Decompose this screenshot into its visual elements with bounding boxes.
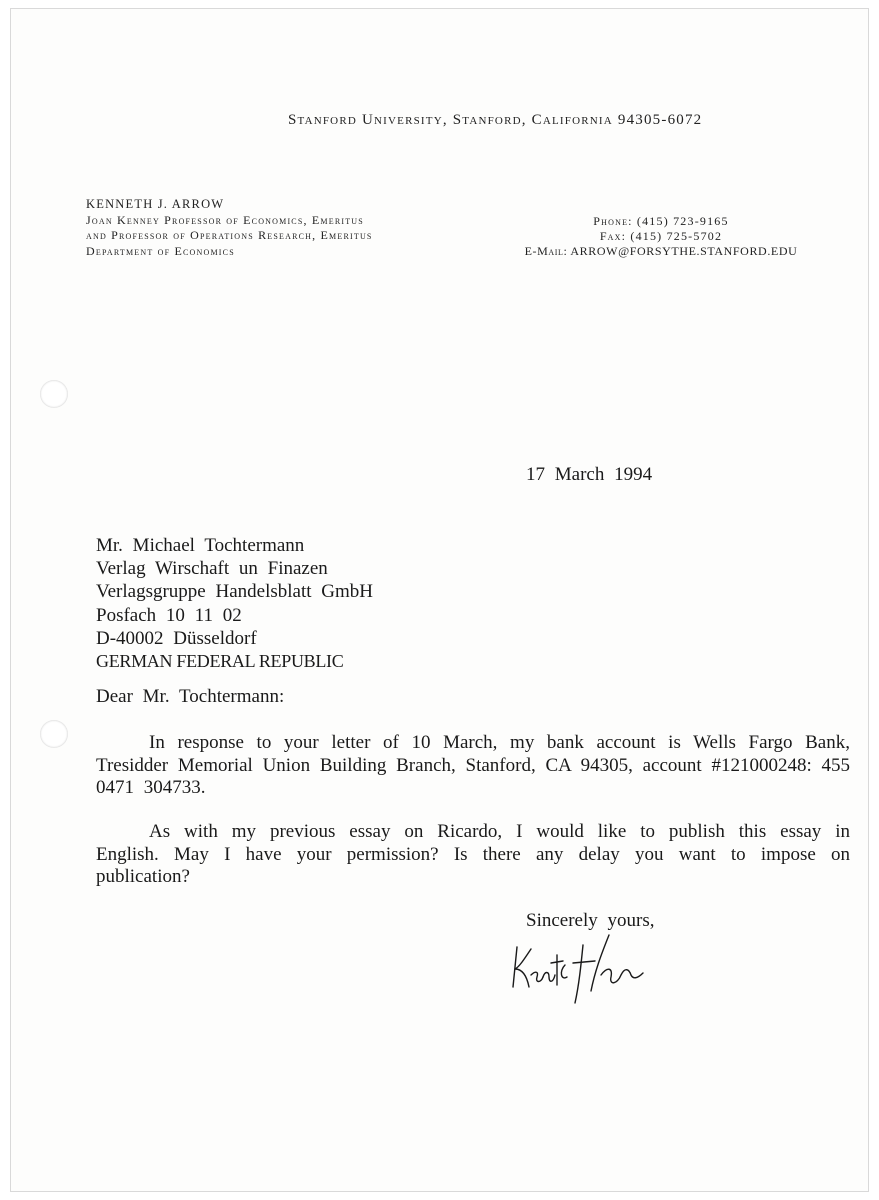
recipient-line: Mr. Michael Tochtermann xyxy=(96,535,305,556)
recipient-line: Posfach 10 11 02 xyxy=(96,604,242,626)
handwritten-signature xyxy=(505,905,665,1005)
letterhead-title-1: Joan Kenney Professor of Economics, Emeritus xyxy=(86,212,364,227)
body-paragraph: In response to your letter of 10 March, my bank account is Wells Fargo Bank, Tresidder Memorial Union Building Branch, Stanford, CA 94305, account #121000248: 455 0471 304733. xyxy=(96,732,850,798)
letterhead-phone: Phone: (415) 723-9165 xyxy=(593,214,729,228)
punch-hole-top xyxy=(40,380,68,408)
letterhead-department: Department of Economics xyxy=(86,243,235,258)
letterhead-name-block xyxy=(86,197,373,259)
salutation: Dear Mr. Tochtermann: xyxy=(96,686,285,707)
closing: Sincerely yours, xyxy=(526,910,655,931)
recipient-line: Verlag Wirschaft un Finazen xyxy=(96,558,328,580)
recipient-line: D-40002 Düsseldorf xyxy=(96,627,257,649)
recipient-line: Verlagsgruppe Handelsblatt GmbH xyxy=(96,581,373,603)
letter-date: 17 March 1994 xyxy=(526,464,653,485)
recipient-address xyxy=(96,534,373,673)
letterhead-fax: Fax: (415) 725-5702 xyxy=(599,229,723,243)
punch-hole-bottom xyxy=(40,720,68,748)
letterhead-title-2: and Professor of Operations Research, Emeritus xyxy=(86,228,373,242)
letterhead-email: E-Mail: ARROW@FORSYTHE.STANFORD.EDU xyxy=(524,244,798,258)
body-paragraph: As with my previous essay on Ricardo, I would like to publish this essay in English. May I have your permission? Is there any delay you want to impose on publication? xyxy=(96,821,850,887)
letterhead-address: Stanford University, Stanford, California 94305-6072 xyxy=(288,112,703,128)
letterhead-contact xyxy=(480,214,842,259)
recipient-country: GERMAN FEDERAL REPUBLIC xyxy=(96,651,344,672)
letterhead-name: KENNETH J. ARROW xyxy=(86,197,225,211)
